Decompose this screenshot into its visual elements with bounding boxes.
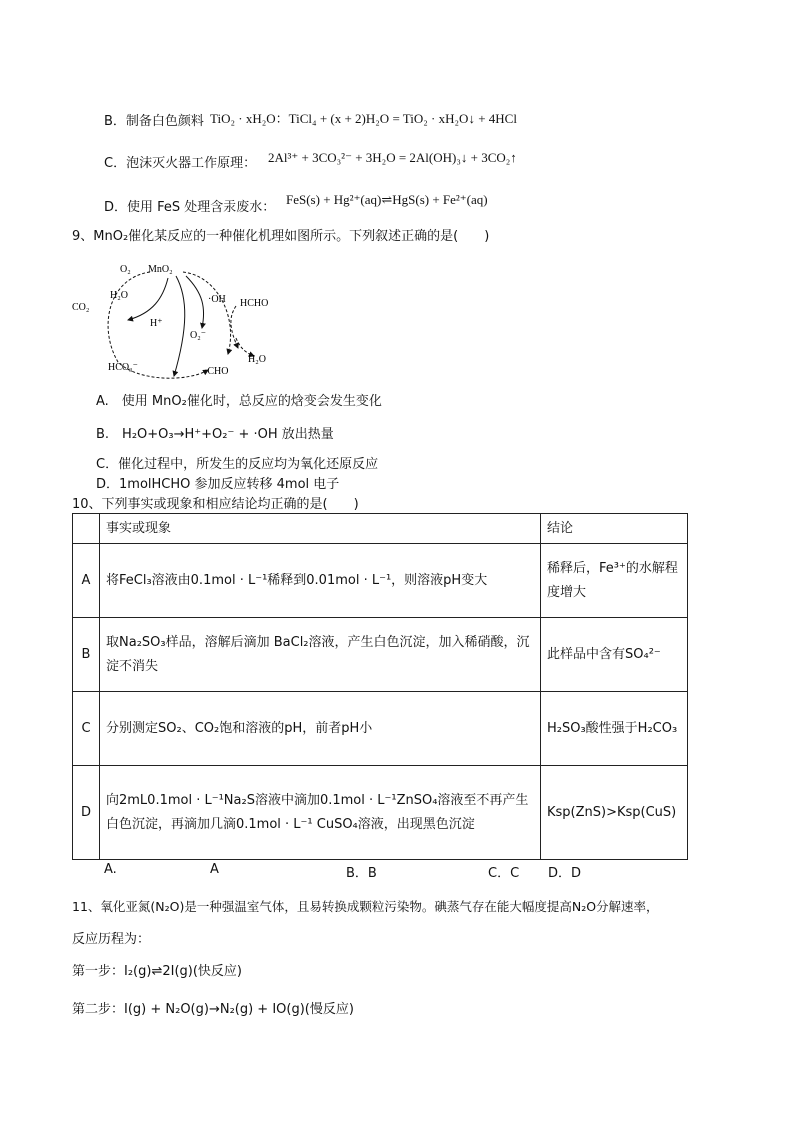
cycle-right-arc — [183, 272, 231, 354]
diagram-hcho: HCHO — [240, 298, 269, 309]
row-label: D — [73, 766, 100, 860]
table-header-row — [73, 514, 688, 544]
q10-option-d: D．D — [548, 866, 582, 881]
q11-stem-line1: 11、氧化亚氮(N₂O)是一种强温室气体，且易转换成颗粒污染物。碘蒸气存在能大幅度提高N₂O分解速率， — [72, 899, 659, 914]
q11-step1: 第一步：I₂(g)⇌2I(g)(快反应) — [72, 964, 242, 979]
arrow-to-o2-minus — [186, 276, 204, 328]
catalytic-mechanism-diagram — [68, 258, 298, 383]
q9-stem: 9、MnO₂催化某反应的一种催化机理如图所示。下列叙述正确的是( ) — [72, 229, 490, 244]
q8-option-c-label: C．泡沫灭火器工作原理： — [104, 156, 257, 171]
q10-facts-table — [72, 513, 688, 860]
row-conclusion: Ksp(ZnS)>Ksp(CuS) — [541, 766, 688, 860]
q10-option-a-prefix: A. — [104, 862, 117, 877]
diagram-o2-top: O₂ — [120, 264, 131, 275]
row-conclusion: H₂SO₃酸性强于H₂CO₃ — [541, 692, 688, 766]
table-row — [73, 544, 688, 618]
row-fact: 分别测定SO₂、CO₂饱和溶液的pH，前者pH小 — [100, 692, 541, 766]
row-fact: 向2mL0.1mol · L⁻¹Na₂S溶液中滴加0.1mol · L⁻¹ZnSO₄溶液至不再产生白色沉淀，再滴加几滴0.1mol · L⁻¹ CuSO₄溶液，出现黑色沉淀 — [100, 766, 541, 860]
q8-option-d-label: D．使用 FeS 处理含汞废水： — [104, 200, 276, 215]
q9-option-d: D．1molHCHO 参加反应转移 4mol 电子 — [96, 477, 340, 492]
q8-option-c-formula: 2Al³⁺ + 3CO₃²⁻ + 3H₂O = 2Al(OH)₃↓ + 3CO₂↑ — [268, 150, 517, 165]
q9-option-a: A. 使用 MnO₂催化时，总反应的焓变会发生变化 — [96, 394, 382, 409]
q10-option-b: B．B — [346, 866, 377, 881]
diagram-h2o-right: H₂O — [248, 354, 266, 365]
q9-option-c: C．催化过程中，所发生的反应均为氧化还原反应 — [96, 457, 379, 472]
diagram-mno2: MnO₂ — [148, 264, 173, 275]
q10-stem: 10、下列事实或现象和相应结论均正确的是( ) — [72, 497, 359, 512]
row-conclusion: 稀释后，Fe³⁺的水解程度增大 — [541, 544, 688, 618]
q10-option-a: A — [210, 862, 219, 877]
row-label: A — [73, 544, 100, 618]
q8-option-d-formula: FeS(s) + Hg²⁺(aq)⇌HgS(s) + Fe²⁺(aq) — [286, 192, 488, 207]
table-header-conclusion: 结论 — [541, 514, 688, 544]
q11-step2: 第二步：I(g) + N₂O(g)→N₂(g) + IO(g)(慢反应) — [72, 1002, 354, 1017]
q8-option-b-label: B．制备白色颜料 — [104, 114, 204, 129]
row-fact: 取Na₂SO₃样品，溶解后滴加 BaCl₂溶液，产生白色沉淀，加入稀硝酸，沉淀不消失 — [100, 618, 541, 692]
diagram-h2o-left: H₂O — [110, 290, 128, 301]
diagram-o2-minus: O₂⁻ — [190, 330, 206, 341]
diagram-oh-radical: ·OH — [208, 294, 226, 305]
table-row — [73, 766, 688, 860]
table-header-fact: 事实或现象 — [100, 514, 541, 544]
diagram-co2: CO₂ — [72, 302, 90, 313]
diagram-h-plus: H⁺ — [150, 318, 163, 329]
table-header-label — [73, 514, 100, 544]
arrow-to-cho — [231, 306, 238, 348]
row-label: B — [73, 618, 100, 692]
arrow-to-hco3 — [174, 276, 185, 376]
table-row — [73, 692, 688, 766]
table-row — [73, 618, 688, 692]
row-conclusion: 此样品中含有SO₄²⁻ — [541, 618, 688, 692]
arrow-to-h-plus — [128, 278, 168, 320]
q10-option-c: C．C — [488, 866, 520, 881]
q11-stem-line2: 反应历程为： — [72, 932, 151, 947]
q9-option-b: B. H₂O+O₃→H⁺+O₂⁻ + ·OH 放出热量 — [96, 427, 334, 442]
row-fact: 将FeCl₃溶液由0.1mol · L⁻¹稀释到0.01mol · L⁻¹，则溶液pH变大 — [100, 544, 541, 618]
diagram-hco3-minus: HCO₃⁻ — [108, 362, 138, 373]
q8-option-b-formula: TiO₂ · xH₂O：TiCl₄ + (x + 2)H₂O = TiO₂ · xH₂O↓ + 4HCl — [210, 111, 517, 126]
diagram-cho-radical: ·CHO — [204, 366, 229, 377]
row-label: C — [73, 692, 100, 766]
